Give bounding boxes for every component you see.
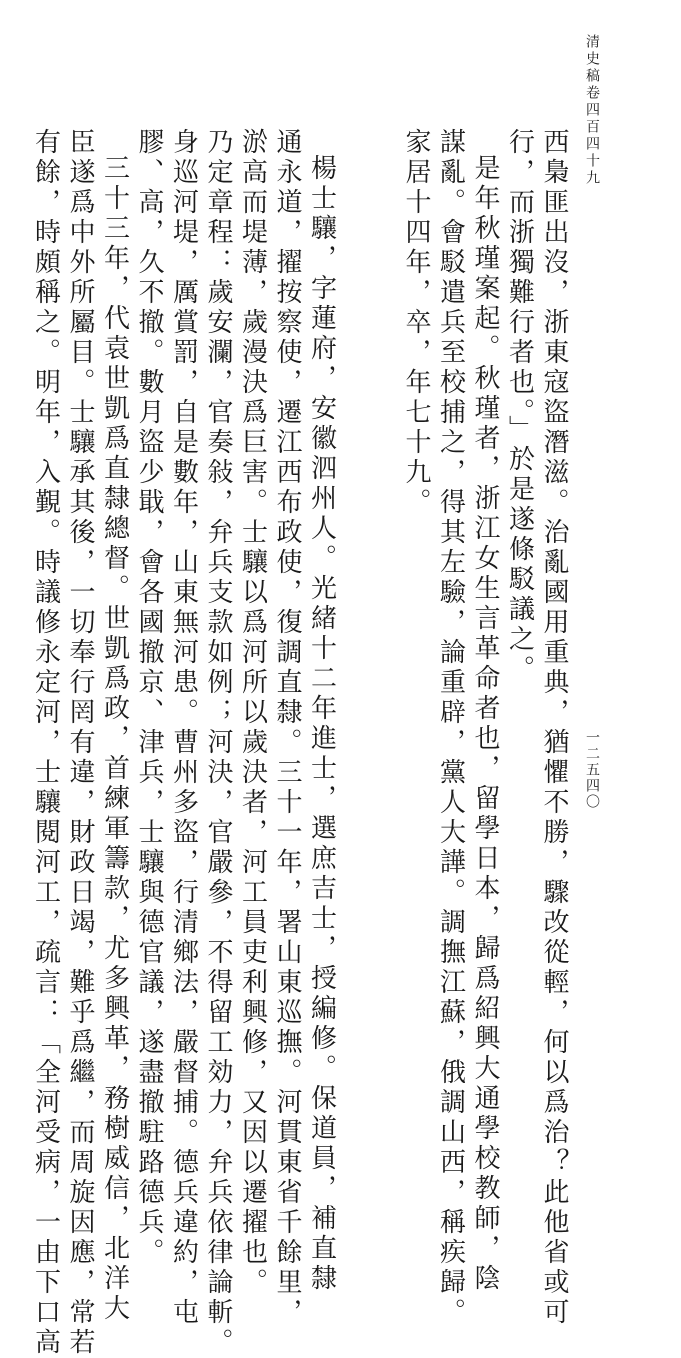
text-column: 三十三年，代袁世凱爲直隸總督。世凱爲政，首練軍籌款，尤多興革，務樹威信，北洋大 xyxy=(99,154,130,1324)
text-column: 淤高而堤薄，歲漫決爲巨害。士驤以爲河所以歲決者，河工員吏利興修，又因以遷擢也。 xyxy=(237,128,268,1298)
running-header: 清史稿卷四百四十九 xyxy=(584,34,600,187)
section-gap xyxy=(339,128,399,948)
text-column: 有餘，時頗稱之。明年，入覲。時議修永定河，士驤閱河工，疏言：「全河受病，一由下口高 xyxy=(30,128,61,1358)
vertical-text-block xyxy=(28,128,571,1358)
text-column: 乃定章程：歲安瀾，官奏敍，弁兵支款如例；河決，官嚴參，不得留工効力，弁兵依律論斬。 xyxy=(203,128,233,1358)
text-column: 行，而浙獨難行者也。」於是遂條駁議之。 xyxy=(504,128,535,685)
text-column: 身巡河堤，厲賞罰，自是數年，山東無河患。曹州多盜，行清鄉法，嚴督捕。德兵違約，屯 xyxy=(168,128,199,1328)
page-number: 一二五四〇 xyxy=(584,730,600,810)
text-column: 臣遂爲中外所屬目。士驤承其後，一切奉行罔有違，財政日竭，難乎爲繼，而周旋因應，常若 xyxy=(65,128,95,1358)
text-column: 通永道，擢按察使，遷江西布政使，復調直隸。三十一年，署山東巡撫。河貫東省千餘里， xyxy=(272,128,302,1328)
text-column: 是年秋瑾案起。秋瑾者，浙江女生言革命者也，留學日本，歸爲紹興大通學校教師，陰 xyxy=(470,154,500,1294)
text-column: 西梟匪出沒，浙東寇盜潛滋。治亂國用重典，猶懼不勝，驟改從輕，何以爲治？此他省或可 xyxy=(539,128,569,1328)
text-column: 謀亂。會駁遣兵至校捕之，得其左驗，論重辟，黨人大譁。調撫江蘇，俄調山西，稱疾歸。 xyxy=(435,128,466,1328)
text-column: 膠、高，久不撤。數月盜少戢，會各國撤京、津兵，士驤與德官議，遂盡撤駐路德兵。 xyxy=(134,128,164,1268)
text-column: 楊士驤，字蓮府，安徽泗州人。光緒十二年進士，選庶吉士，授編修。保道員，補直隸 xyxy=(306,154,337,1294)
text-column: 家居十四年，卒，年七十九。 xyxy=(401,128,431,518)
